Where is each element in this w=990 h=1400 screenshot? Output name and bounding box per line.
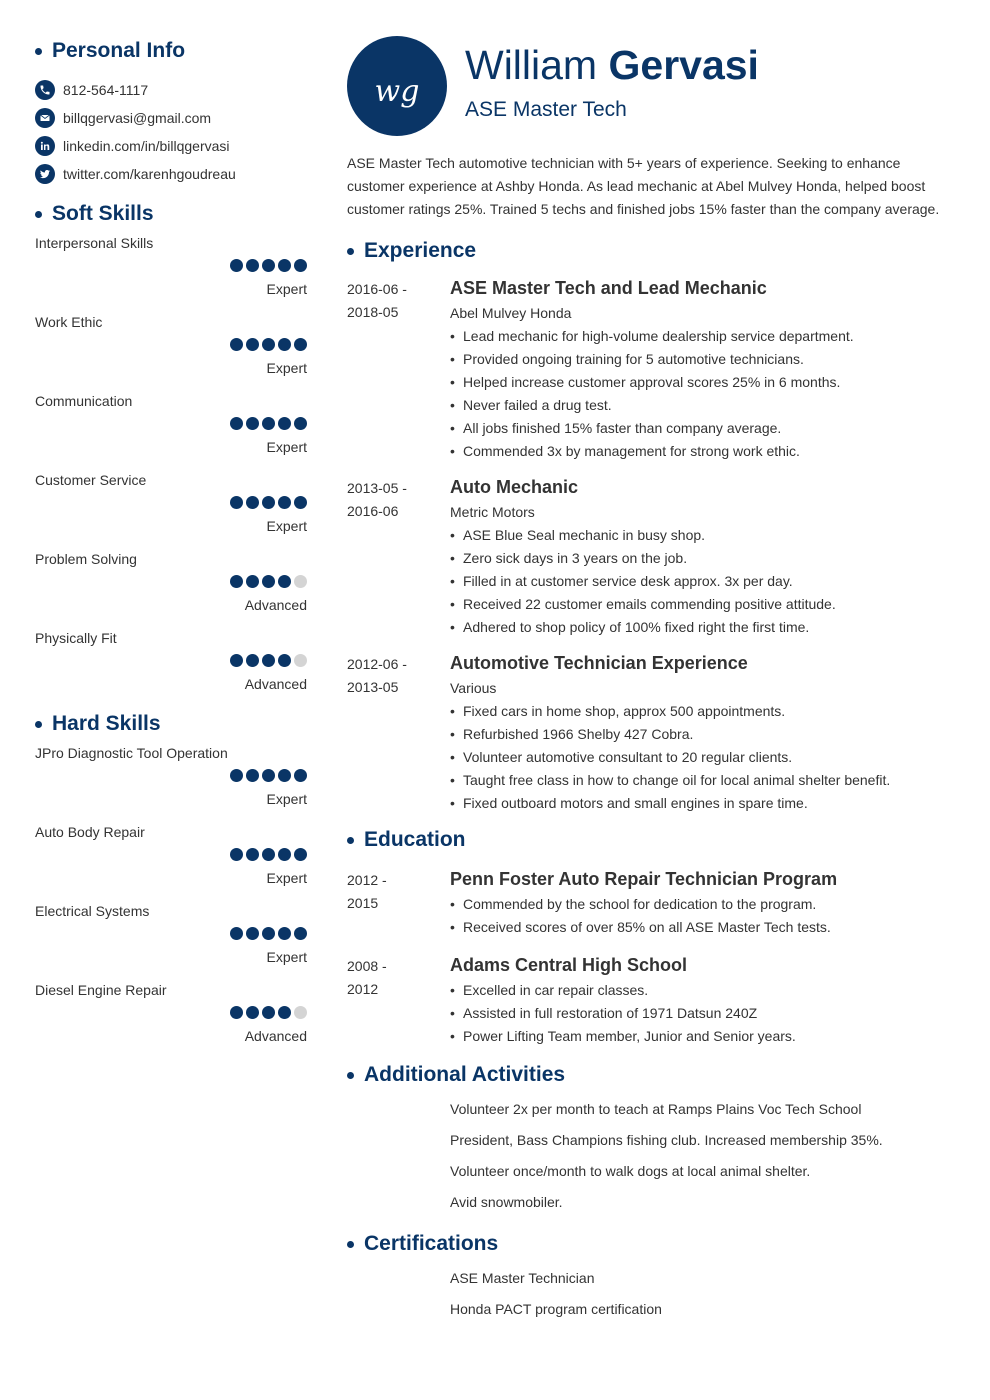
rating-dot-filled-icon [230, 1006, 243, 1019]
sidebar [35, 36, 307, 1061]
heading-bullet-icon [347, 837, 354, 844]
education-entry [347, 951, 959, 1048]
bullet-item: • Helped increase customer approval scores 25% in 6 months. [450, 371, 959, 394]
hard-skills-list [35, 745, 307, 1061]
entry-title: Auto Mechanic [450, 477, 579, 497]
bullet-item: • Taught free class in how to change oil for local animal shelter benefit. [450, 769, 959, 792]
entry-bullets [450, 325, 959, 463]
rating-dot-filled-icon [262, 1006, 275, 1019]
rating-dot-filled-icon [230, 259, 243, 272]
date-start: 2012-06 - [347, 656, 407, 672]
rating-dot-filled-icon [278, 338, 291, 351]
contact-phone[interactable] [35, 76, 307, 104]
skill-level: Expert [266, 360, 307, 376]
resume-header [347, 36, 959, 142]
heading-bullet-icon [35, 211, 42, 218]
skill-level: Expert [266, 281, 307, 297]
education-heading-text: Education [364, 828, 466, 851]
email-icon [35, 108, 55, 128]
skill-item [35, 472, 307, 551]
activity-item: Volunteer once/month to walk dogs at local animal shelter. [450, 1163, 811, 1179]
skill-rating [230, 417, 307, 430]
summary-text: ASE Master Tech automotive technician with 5+ years of experience. Seeking to enhance customer experience at Ashby Honda. As lead mechanic at Abel Mulvey Honda, helped boost customer ratings 25%. Trained 5 techs and finished jobs 15% faster than the company average. [347, 155, 940, 217]
skill-name: Electrical Systems [35, 903, 150, 919]
skill-level: Advanced [244, 597, 307, 613]
skill-rating [230, 575, 307, 588]
bullet-item: • Zero sick days in 3 years on the job. [450, 547, 959, 570]
entry-organization: Abel Mulvey Honda [450, 305, 572, 321]
date-end: 2015 [347, 895, 379, 911]
rating-dot-filled-icon [246, 927, 259, 940]
skill-item [35, 393, 307, 472]
rating-dot-filled-icon [246, 769, 259, 782]
bullet-item: • Filled in at customer service desk approx. 3x per day. [450, 570, 959, 593]
entry-title: ASE Master Tech and Lead Mechanic [450, 278, 767, 298]
entry-dates [347, 274, 450, 463]
rating-dot-filled-icon [246, 496, 259, 509]
skill-name: Auto Body Repair [35, 824, 145, 840]
rating-dot-empty-icon [294, 575, 307, 588]
soft-skills-heading-text: Soft Skills [52, 202, 154, 225]
heading-bullet-icon [35, 48, 42, 55]
bullet-item: • Power Lifting Team member, Junior and Senior years. [450, 1025, 959, 1048]
contact-twitter-text: twitter.com/karenhgoudreau [63, 166, 236, 182]
hard-skills-heading [35, 709, 307, 739]
rating-dot-filled-icon [262, 575, 275, 588]
skill-level: Advanced [244, 676, 307, 692]
soft-skills-list [35, 235, 307, 709]
certifications-heading [347, 1229, 959, 1259]
phone-icon [35, 80, 55, 100]
rating-dot-filled-icon [278, 927, 291, 940]
rating-dot-filled-icon [262, 769, 275, 782]
skill-item [35, 982, 307, 1061]
rating-dot-filled-icon [262, 848, 275, 861]
contact-email[interactable] [35, 104, 307, 132]
certification-item: Honda PACT program certification [450, 1301, 662, 1317]
activity-item: Avid snowmobiler. [450, 1194, 563, 1210]
certification-item: ASE Master Technician [450, 1270, 595, 1286]
skill-name: Diesel Engine Repair [35, 982, 167, 998]
rating-dot-filled-icon [262, 338, 275, 351]
skill-item [35, 314, 307, 393]
skill-level: Advanced [244, 1028, 307, 1044]
rating-dot-filled-icon [262, 496, 275, 509]
rating-dot-filled-icon [294, 259, 307, 272]
entry-organization: Various [450, 680, 497, 696]
experience-entry [347, 649, 959, 815]
skill-item [35, 630, 307, 709]
entry-dates [347, 865, 450, 939]
rating-dot-filled-icon [262, 259, 275, 272]
date-start: 2012 - [347, 872, 387, 888]
linkedin-icon [35, 136, 55, 156]
entry-body [450, 274, 959, 463]
rating-dot-filled-icon [230, 338, 243, 351]
date-end: 2016-06 [347, 503, 399, 519]
bullet-item: • Lead mechanic for high-volume dealership service department. [450, 325, 959, 348]
entry-bullets [450, 524, 959, 639]
bullet-item: • Assisted in full restoration of 1971 Datsun 240Z [450, 1002, 959, 1025]
date-end: 2018-05 [347, 304, 399, 320]
rating-dot-filled-icon [230, 654, 243, 667]
rating-dot-filled-icon [230, 496, 243, 509]
activity-item: Volunteer 2x per month to teach at Ramps Plains Voc Tech School [450, 1101, 862, 1117]
activities-list [347, 1098, 959, 1222]
entry-title: Automotive Technician Experience [450, 653, 748, 673]
rating-dot-filled-icon [230, 417, 243, 430]
rating-dot-filled-icon [246, 338, 259, 351]
rating-dot-filled-icon [262, 927, 275, 940]
skill-name: Work Ethic [35, 314, 103, 330]
rating-dot-filled-icon [294, 496, 307, 509]
contact-linkedin-text: linkedin.com/in/billqgervasi [63, 138, 230, 154]
date-start: 2013-05 - [347, 480, 407, 496]
skill-name: Physically Fit [35, 630, 117, 646]
rating-dot-filled-icon [278, 654, 291, 667]
rating-dot-empty-icon [294, 1006, 307, 1019]
education-heading [347, 825, 959, 855]
bullet-item: • Provided ongoing training for 5 automotive technicians. [450, 348, 959, 371]
soft-skills-heading [35, 199, 307, 229]
job-title: ASE Master Tech [465, 98, 627, 121]
bullet-item: • ASE Blue Seal mechanic in busy shop. [450, 524, 959, 547]
twitter-icon [35, 164, 55, 184]
bullet-item: • Fixed cars in home shop, approx 500 appointments. [450, 700, 959, 723]
rating-dot-filled-icon [230, 769, 243, 782]
personal-info-heading-text: Personal Info [52, 39, 186, 62]
rating-dot-filled-icon [294, 338, 307, 351]
entry-title: Penn Foster Auto Repair Technician Program [450, 869, 838, 889]
entry-bullets [450, 700, 959, 815]
bullet-item: • Fixed outboard motors and small engines in spare time. [450, 792, 959, 815]
contact-linkedin[interactable] [35, 132, 307, 160]
rating-dot-filled-icon [230, 927, 243, 940]
skill-level: Expert [266, 791, 307, 807]
skill-item [35, 824, 307, 903]
rating-dot-filled-icon [230, 575, 243, 588]
experience-heading [347, 236, 959, 266]
bullet-item: • Received 22 customer emails commending positive attitude. [450, 593, 959, 616]
skill-level: Expert [266, 870, 307, 886]
rating-dot-filled-icon [246, 848, 259, 861]
bullet-item: • Volunteer automotive consultant to 20 regular clients. [450, 746, 959, 769]
rating-dot-filled-icon [278, 496, 291, 509]
bullet-item: • Refurbished 1966 Shelby 427 Cobra. [450, 723, 959, 746]
activities-heading [347, 1060, 959, 1090]
rating-dot-filled-icon [278, 575, 291, 588]
bullet-item: • All jobs finished 15% faster than company average. [450, 417, 959, 440]
main-column [347, 36, 959, 1329]
contact-twitter[interactable] [35, 160, 307, 188]
rating-dot-filled-icon [294, 417, 307, 430]
bullet-item: • Commended by the school for dedication to the program. [450, 893, 959, 916]
date-end: 2013-05 [347, 679, 399, 695]
experience-heading-text: Experience [364, 239, 477, 262]
heading-bullet-icon [347, 1072, 354, 1079]
rating-dot-filled-icon [262, 417, 275, 430]
certifications-heading-text: Certifications [364, 1232, 499, 1255]
heading-bullet-icon [347, 248, 354, 255]
rating-dot-empty-icon [294, 654, 307, 667]
skill-level: Expert [266, 439, 307, 455]
entry-dates [347, 951, 450, 1048]
rating-dot-filled-icon [278, 259, 291, 272]
rating-dot-filled-icon [246, 417, 259, 430]
activities-heading-text: Additional Activities [364, 1063, 566, 1086]
experience-entry [347, 274, 959, 463]
full-name [465, 42, 759, 89]
experience-entry [347, 473, 959, 639]
bullet-item: • Received scores of over 85% on all ASE Master Tech tests. [450, 916, 959, 939]
bullet-item: • Adhered to shop policy of 100% fixed right the first time. [450, 616, 959, 639]
entry-body [450, 951, 959, 1048]
entry-title: Adams Central High School [450, 955, 688, 975]
rating-dot-filled-icon [294, 769, 307, 782]
entry-organization: Metric Motors [450, 504, 535, 520]
skill-rating [230, 654, 307, 667]
date-start: 2016-06 - [347, 281, 407, 297]
skill-name: Interpersonal Skills [35, 235, 154, 251]
skill-item [35, 235, 307, 314]
skill-name: Problem Solving [35, 551, 137, 567]
entry-dates [347, 473, 450, 639]
monogram-avatar: wg [347, 36, 447, 136]
skill-rating [230, 1006, 307, 1019]
heading-bullet-icon [35, 721, 42, 728]
skill-rating [230, 848, 307, 861]
date-end: 2012 [347, 981, 379, 997]
skill-name: Communication [35, 393, 133, 409]
contact-list [35, 76, 307, 188]
entry-dates [347, 649, 450, 815]
skill-rating [230, 496, 307, 509]
entry-bullets [450, 979, 959, 1048]
certifications-list [347, 1267, 959, 1329]
skill-name: JPro Diagnostic Tool Operation [35, 745, 228, 761]
rating-dot-filled-icon [246, 654, 259, 667]
entry-bullets [450, 893, 959, 939]
skill-item [35, 551, 307, 630]
rating-dot-filled-icon [278, 1006, 291, 1019]
bullet-item: • Excelled in car repair classes. [450, 979, 959, 1002]
contact-phone-text: 812-564-1117 [63, 82, 149, 98]
education-list [347, 865, 959, 1048]
first-name: William [465, 42, 598, 88]
rating-dot-filled-icon [294, 927, 307, 940]
rating-dot-filled-icon [278, 769, 291, 782]
skill-rating [230, 259, 307, 272]
rating-dot-filled-icon [246, 575, 259, 588]
rating-dot-filled-icon [294, 848, 307, 861]
skill-item [35, 745, 307, 824]
skill-rating [230, 338, 307, 351]
hard-skills-heading-text: Hard Skills [52, 712, 161, 735]
skill-level: Expert [266, 518, 307, 534]
rating-dot-filled-icon [278, 417, 291, 430]
skill-rating [230, 769, 307, 782]
rating-dot-filled-icon [278, 848, 291, 861]
bullet-item: • Never failed a drug test. [450, 394, 959, 417]
date-start: 2008 - [347, 958, 387, 974]
entry-body [450, 473, 959, 639]
last-name: Gervasi [608, 42, 759, 88]
rating-dot-filled-icon [246, 259, 259, 272]
skill-rating [230, 927, 307, 940]
entry-body [450, 649, 959, 815]
heading-bullet-icon [347, 1241, 354, 1248]
rating-dot-filled-icon [230, 848, 243, 861]
skill-item [35, 903, 307, 982]
education-entry [347, 865, 959, 939]
personal-info-heading [35, 36, 307, 66]
rating-dot-filled-icon [246, 1006, 259, 1019]
bullet-item: • Commended 3x by management for strong work ethic. [450, 440, 959, 463]
skill-name: Customer Service [35, 472, 147, 488]
skill-level: Expert [266, 949, 307, 965]
activity-item: President, Bass Champions fishing club. Increased membership 35%. [450, 1132, 883, 1148]
entry-body [450, 865, 959, 939]
rating-dot-filled-icon [262, 654, 275, 667]
experience-list [347, 274, 959, 815]
contact-email-text: billqgervasi@gmail.com [63, 110, 212, 126]
